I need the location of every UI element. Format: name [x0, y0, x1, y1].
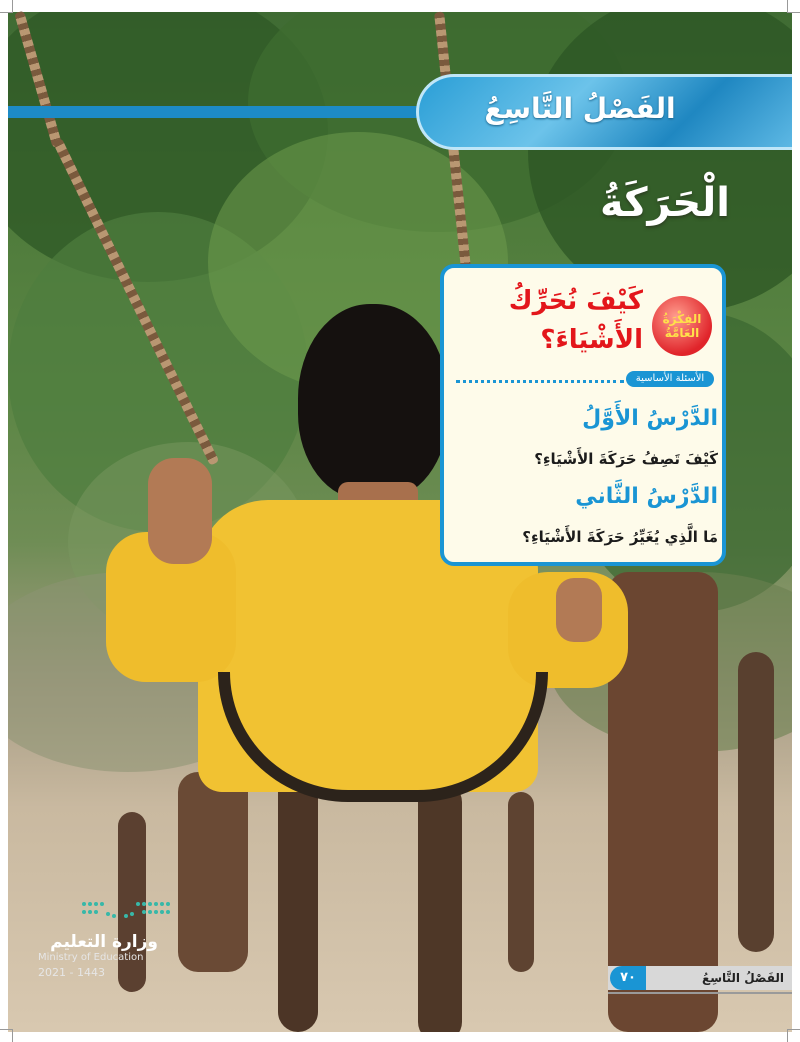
unit-title: الْحَرَكَةُ	[600, 180, 730, 226]
boy-hair	[298, 304, 448, 500]
boy-hand	[148, 458, 212, 564]
ministry-logo-icon	[80, 898, 172, 922]
edition-year: 2021 - 1443	[38, 966, 105, 979]
lesson-2-title: الدَّرْسُ الثَّاني	[575, 484, 718, 509]
lesson-1-title: الدَّرْسُ الأَوَّلُ	[582, 406, 718, 431]
dotted-divider	[456, 380, 624, 383]
lesson-1-question: كَيْفَ تَصِفُ حَرَكَةَ الأَشْيَاءِ؟	[534, 450, 718, 468]
page-number: ٧٠	[610, 966, 646, 990]
footer-chapter-label: الفَصْلُ التَّاسِعُ	[702, 971, 784, 985]
essential-questions-label: الأسئلة الأساسية	[626, 371, 714, 387]
header-accent-line	[8, 106, 428, 118]
big-idea-question: كَيْفَ نُحَرِّكُ الأَشْيَاءَ؟	[508, 286, 643, 355]
ministry-name-ar: وزارة التعليم	[50, 932, 158, 952]
crop-mark-tl	[0, 0, 13, 13]
crop-mark-br	[787, 1029, 800, 1042]
boy-right-hand	[556, 578, 602, 642]
footer-rule	[608, 992, 792, 994]
ministry-name-en: Ministry of Education	[38, 952, 144, 963]
crop-mark-tr	[787, 0, 800, 13]
crop-mark-bl	[0, 1029, 13, 1042]
big-idea-badge: الفِكْرَةُ العَامَّةُ	[652, 296, 712, 356]
chapter-title: الفَصْلُ التَّاسِعُ	[484, 92, 676, 125]
lesson-2-question: مَا الَّذِي يُغَيِّرُ حَرَكَةَ الأَشْيَاءِ؟	[522, 528, 718, 546]
